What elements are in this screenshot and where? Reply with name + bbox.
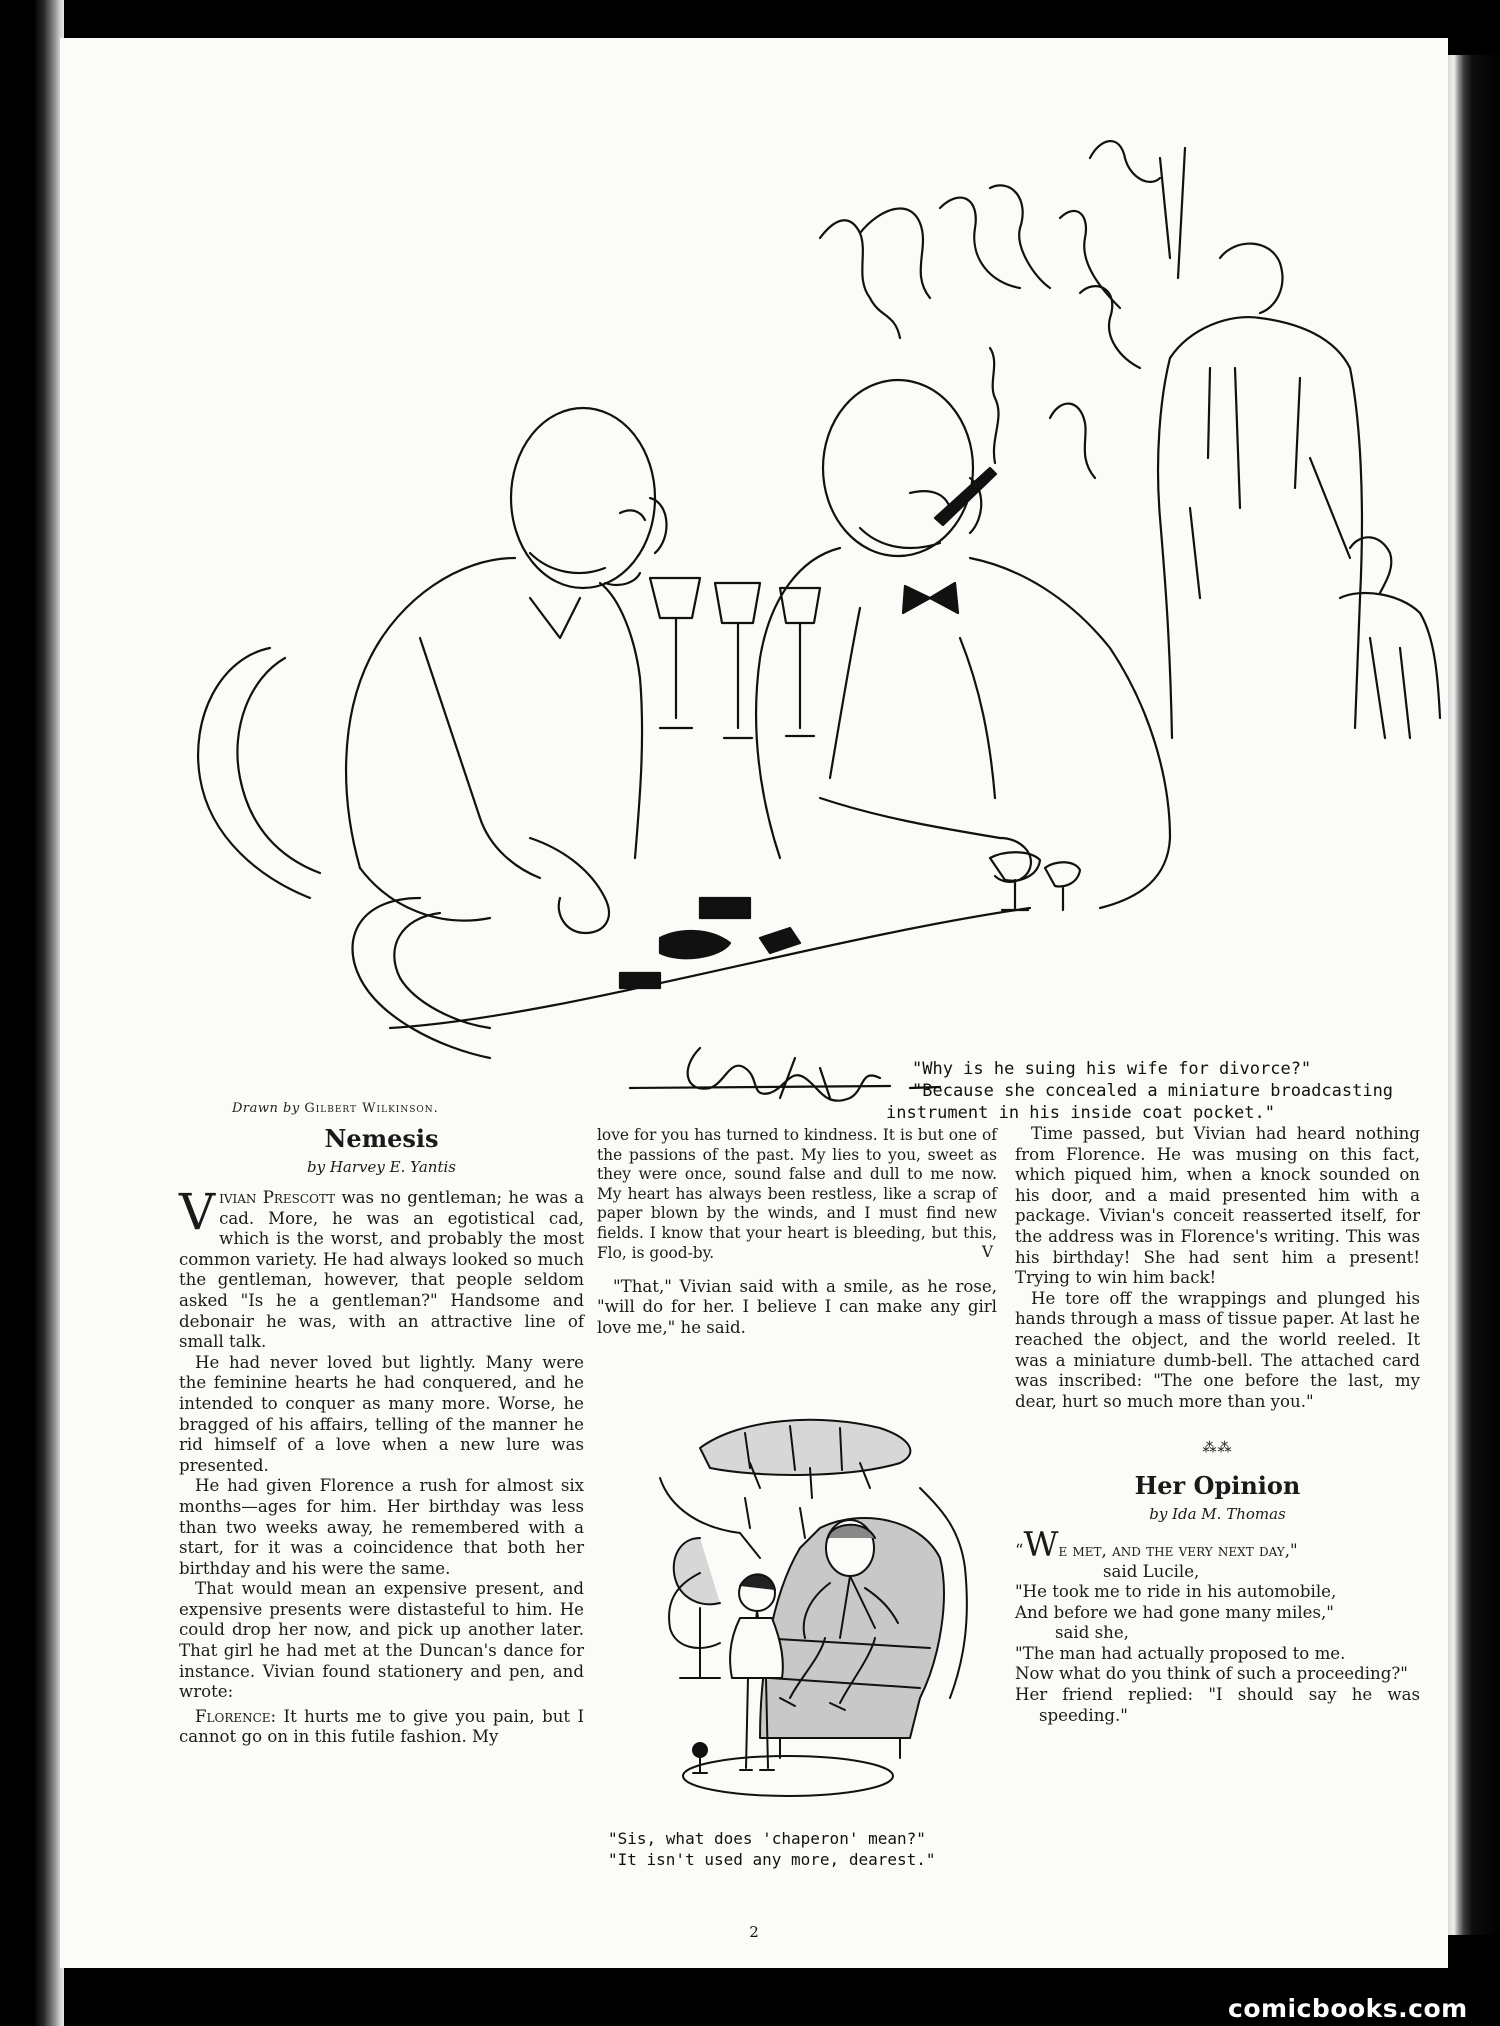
poem-line-4: "The man had actually proposed to me. [1015, 1643, 1346, 1663]
magazine-page [60, 38, 1448, 1968]
nemesis-paragraph-2: He had never loved but lightly. Many were the feminine hearts he had conquered, and he intended to conquer as many more. Worse, he bragged of his affairs, telling of the manner he rid himself of a love when a new lure was presented. [179, 1352, 584, 1475]
poem-open-quote: “ [1015, 1540, 1024, 1560]
nemesis-paragraph-4: That would mean an expensive present, and expensive presents were distasteful to him. He could drop her now, and pick up another later. That girl he had met at the Duncan's dance for instance. Vivian found stationery and pen, and wrote: [179, 1579, 584, 1702]
nemesis-paragraph-6: Time passed, but Vivian had heard nothing from Florence. He was musing on this fact, which piqued him, when a knock sounded on his door, and a maid presented him with a package. Vivian's conceit reasserted itself, for the address was in Florence's writing. This was his birthday! She had sent him a present! Trying to win him back! [1015, 1124, 1420, 1288]
poem-line-1-text: e met, and the very next day," [1058, 1540, 1298, 1560]
nemesis-lead-name: ivian Prescott [219, 1188, 336, 1207]
poem-line-1 [1015, 1524, 1420, 1565]
nemesis-paragraph-1-text: was no gentleman; he was a cad. More, he was an egotistical cad, which is the worst, and probably the most common variety. He had always looked so much the gentleman, however, that people seldom asked "Is he a gentleman?" Handsome and debonair he was, with an attractive line of small talk. [179, 1188, 584, 1352]
top-cartoon-caption-line1: "Why is he suing his wife for divorce?" [912, 1059, 1312, 1079]
poem-line-5: Now what do you think of such a proceeding?" [1015, 1664, 1408, 1684]
facing-page-edge [1448, 55, 1500, 1935]
poem-line-3-cont: said she, [1055, 1623, 1129, 1643]
book-binding-edge [0, 0, 64, 2026]
nemesis-paragraph-5: "That," Vivian said with a smile, as he rose, "will do for her. I believe I can make any girl love me," he said. [597, 1276, 997, 1337]
nemesis-paragraph-7: He tore off the wrappings and plunged his hands through a mass of tissue paper. At last he reached the object, and the world reeled. It was a miniature dumb-bell. The attached card was inscribed: "The one before the last, my dear, hurt so much more than you." [1015, 1288, 1420, 1411]
credit-prefix: Drawn by [232, 1101, 300, 1116]
her-opinion-title: Her Opinion [1134, 1470, 1301, 1500]
letter-start-text: It hurts me to give you pain, but I cannot go on in this futile fashion. My [179, 1706, 584, 1747]
nemesis-paragraph-3: He had given Florence a rush for almost six months—ages for him. Her birthday was less than two weeks away, he remembered with a start, for it was a coincidence that both her birthday and his were the same. [179, 1476, 584, 1578]
watermark: comicbooks.com [1228, 1994, 1468, 2023]
nemesis-byline: by Harvey E. Yantis [307, 1158, 456, 1176]
nemesis-title: Nemesis [324, 1124, 439, 1153]
poem-line-6: Her friend replied: "I should say he was speeding." [1015, 1685, 1420, 1725]
nemesis-letter-continued: love for you has turned to kindness. It is but one of the passions of the past. My lies to you, sweet as they were once, sound false and dull to me now. My heart has always been restless, like a scrap of paper blown by the winds, and I must find new fields. I know that your heart is bleeding, but this, Flo, is good-by. [597, 1126, 997, 1262]
nemesis-letter-signature: V [981, 1243, 993, 1262]
her-opinion-byline: by Ida M. Thomas [1149, 1504, 1286, 1523]
section-divider: ⁂⁂ [1202, 1440, 1233, 1457]
her-opinion-poem [1015, 1524, 1420, 1726]
poem-line-2: "He took me to ride in his automobile, [1015, 1582, 1337, 1602]
top-cartoon-caption-line3: instrument in his inside coat pocket." [886, 1103, 1275, 1123]
nemesis-column-3 [1015, 1124, 1420, 1726]
poem-line-1-cont: said Lucile, [1103, 1561, 1200, 1581]
top-cartoon-caption-line2: "Because she concealed a miniature broadcasting [912, 1081, 1394, 1101]
letter-salutation: Florence: [195, 1706, 277, 1726]
poem-dropcap: W [1023, 1524, 1059, 1565]
small-cartoon-caption-line1: "Sis, what does 'chaperon' mean?" [608, 1829, 926, 1848]
poem-line-3: And before we had gone many miles," [1015, 1602, 1334, 1622]
nemesis-dropcap: V [179, 1183, 216, 1241]
credit-artist: Gilbert Wilkinson. [304, 1101, 439, 1116]
small-cartoon-caption-line2: "It isn't used any more, dearest." [608, 1850, 936, 1869]
page-number: 2 [749, 1923, 759, 1941]
